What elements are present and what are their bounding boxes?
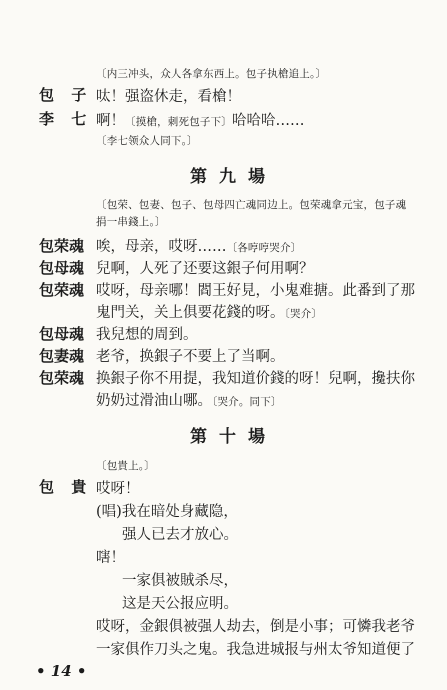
dialogue-line: 哎呀，母亲哪！閻王好見，小鬼难搪。此番到了那 (96, 283, 415, 299)
scene-heading: 第九場 (190, 167, 277, 187)
speaker-name: 包荣魂 (39, 369, 85, 387)
stage-direction-inline: 〔各哼哼哭介〕 (226, 242, 302, 254)
stage-direction: 〔包荣、包妻、包子、包母四亡魂同边上。包荣魂拿元宝，包子魂 (96, 199, 407, 211)
speaker-name: 包 子 (39, 86, 93, 104)
dialogue-line (96, 235, 301, 256)
speaker-name: 李 七 (39, 110, 93, 128)
speaker-name: 包荣魂 (39, 237, 85, 255)
speaker-name: 包母魂 (39, 325, 85, 343)
dialogue-line: 老爷，换銀子不要上了当啊。 (96, 349, 285, 365)
dialogue-line: 哎呀，金銀俱被强人劫去，倒是小事；可憐我老爷 (96, 619, 415, 635)
dialogue-line: 我兒想的周到。 (96, 327, 198, 343)
page-number: • 14 • (36, 662, 87, 680)
dialogue-text: 唉，母亲，哎呀…… (96, 239, 227, 255)
stage-direction: 〔包貴上。〕 (96, 460, 155, 472)
dialogue-text: 哈哈哈…… (232, 113, 305, 129)
song-line: 强人已去才放心。 (122, 527, 238, 543)
stage-direction: 〔李七领众人同下。〕 (96, 135, 198, 147)
speaker-name: 包 貴 (39, 478, 93, 496)
dialogue-text: 奶奶过滑油山哪。 (96, 393, 212, 409)
speaker-name: 包妻魂 (39, 347, 85, 365)
dialogue-line: 一家俱作刀头之鬼。我急进城报与州太爷知道便了 (96, 642, 415, 658)
dialogue-line: 换銀子你不用提，我知道价錢的呀！兒啊，攙扶你 (96, 371, 415, 387)
speaker-name: 包荣魂 (39, 281, 85, 299)
dialogue-text: 鬼門关，关上俱要花錢的呀。 (96, 305, 285, 321)
dialogue-line (96, 301, 322, 322)
stage-direction: 〔内三冲头，众人各拿东西上。包子执槍追上。〕 (96, 68, 327, 80)
dialogue-line (96, 389, 282, 410)
dialogue-line: 兒啊，人死了还要这銀子何用啊？ (96, 261, 314, 277)
scene-heading: 第十場 (190, 427, 277, 447)
dialogue-text: 啊！ (96, 113, 125, 129)
stage-direction-inline: 〔哭介〕 (284, 308, 323, 320)
stage-direction-inline: 〔摸槍，刺死包子下〕 (125, 116, 232, 128)
dialogue-line (96, 109, 305, 130)
stage-direction-inline: 〔哭介。同下〕 (212, 396, 282, 408)
speaker-name: 包母魂 (39, 259, 85, 277)
song-line: (唱)我在暗处身藏隐， (96, 504, 238, 520)
dialogue-line: 呔！强盗休走，看槍！ (96, 89, 241, 105)
song-line: 这是天公报应明。 (122, 596, 238, 612)
stage-direction: 捐一串錢上。〕 (96, 216, 166, 228)
dialogue-line: 哎呀！ (96, 481, 140, 497)
dialogue-line: 嗐！ (96, 550, 125, 566)
song-line: 一家俱被賊杀尽， (122, 573, 238, 589)
